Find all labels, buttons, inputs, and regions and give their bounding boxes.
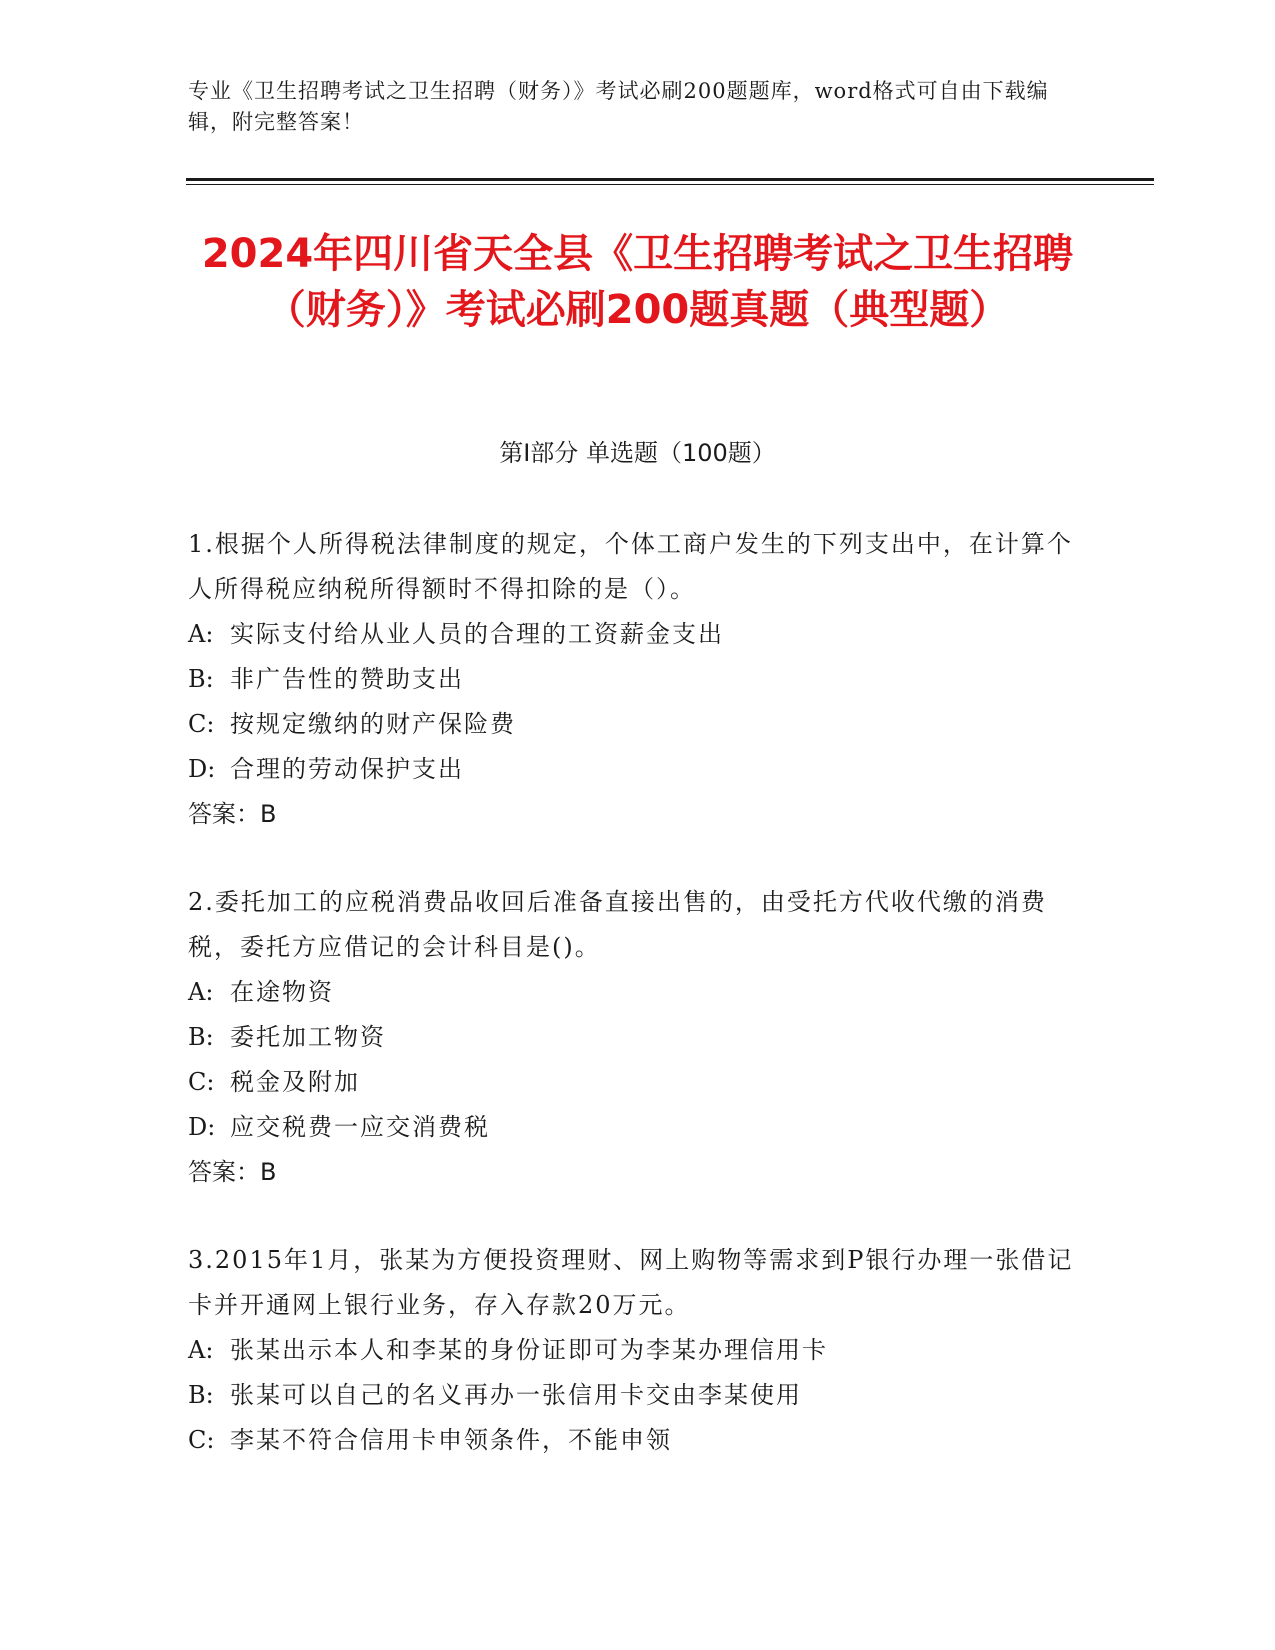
option-c bbox=[188, 1060, 1088, 1105]
option-text: 在途物资 bbox=[230, 978, 334, 1006]
answer: 答案：B bbox=[188, 1158, 277, 1186]
option-c bbox=[188, 1418, 1088, 1463]
option-text: 张某可以自己的名义再办一张信用卡交由李某使用 bbox=[230, 1381, 802, 1409]
option-a bbox=[188, 970, 1088, 1015]
option-letter: B: bbox=[188, 665, 214, 693]
option-b bbox=[188, 657, 1088, 702]
option-letter: A: bbox=[188, 978, 214, 1006]
option-d bbox=[188, 1105, 1088, 1150]
document-title: 2024年四川省天全县《卫生招聘考试之卫生招聘（财务）》考试必刷200题真题（典型题） bbox=[201, 231, 1074, 333]
question-stem: 1.根据个人所得税法律制度的规定，个体工商户发生的下列支出中，在计算个人所得税应纳税所得额时不得扣除的是（）。 bbox=[188, 530, 1073, 603]
header-rule-thick bbox=[186, 178, 1154, 181]
option-text: 应交税费一应交消费税 bbox=[230, 1113, 490, 1141]
option-letter: A: bbox=[188, 1336, 214, 1364]
option-text: 非广告性的赞助支出 bbox=[230, 665, 464, 693]
question-2 bbox=[188, 880, 1088, 1195]
option-b bbox=[188, 1373, 1088, 1418]
option-a bbox=[188, 612, 1088, 657]
section-heading: 第Ⅰ部分 单选题（100题） bbox=[499, 439, 776, 467]
option-d bbox=[188, 747, 1088, 792]
option-letter: C: bbox=[188, 1068, 215, 1096]
option-letter: B: bbox=[188, 1023, 214, 1051]
option-letter: C: bbox=[188, 710, 215, 738]
option-text: 实际支付给从业人员的合理的工资薪金支出 bbox=[230, 620, 724, 648]
answer: 答案：B bbox=[188, 800, 277, 828]
option-letter: D: bbox=[188, 755, 216, 783]
option-text: 委托加工物资 bbox=[230, 1023, 386, 1051]
question-stem: 2.委托加工的应税消费品收回后准备直接出售的，由受托方代收代缴的消费税，委托方应借记的会计科目是()。 bbox=[188, 888, 1047, 961]
option-letter: A: bbox=[188, 620, 214, 648]
option-text: 合理的劳动保护支出 bbox=[230, 755, 464, 783]
header-rule-thin bbox=[186, 184, 1154, 185]
option-text: 张某出示本人和李某的身份证即可为李某办理信用卡 bbox=[230, 1336, 828, 1364]
option-text: 按规定缴纳的财产保险费 bbox=[230, 710, 516, 738]
option-letter: B: bbox=[188, 1381, 214, 1409]
option-b bbox=[188, 1015, 1088, 1060]
question-stem: 3.2015年1月，张某为方便投资理财、网上购物等需求到P银行办理一张借记卡并开通网上银行业务，存入存款20万元。 bbox=[188, 1246, 1074, 1319]
option-a bbox=[188, 1328, 1088, 1373]
option-text: 李某不符合信用卡申领条件，不能申领 bbox=[230, 1426, 672, 1454]
option-letter: D: bbox=[188, 1113, 216, 1141]
question-3 bbox=[188, 1238, 1088, 1463]
header-note: 专业《卫生招聘考试之卫生招聘（财务）》考试必刷200题题库，word格式可自由下载编辑，附完整答案！ bbox=[188, 79, 1049, 134]
option-text: 税金及附加 bbox=[230, 1068, 360, 1096]
question-1 bbox=[188, 522, 1088, 837]
option-letter: C: bbox=[188, 1426, 215, 1454]
option-c bbox=[188, 702, 1088, 747]
